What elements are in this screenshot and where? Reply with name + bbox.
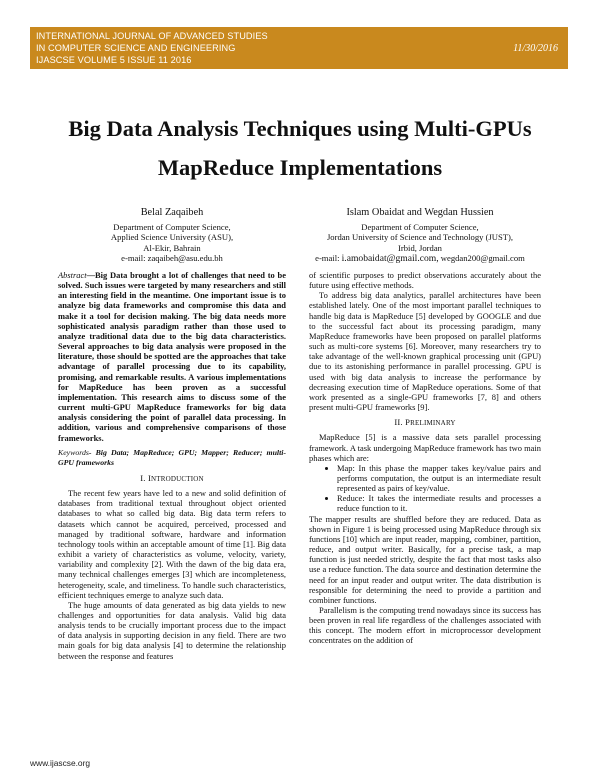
author-email-secondary: wegdan200@gmail.com	[438, 253, 525, 264]
journal-header-bar	[30, 27, 568, 69]
keywords-text: - Big Data; MapReduce; GPU; Mapper; Reducer; multi-GPU frameworks	[58, 447, 286, 467]
author-organization: Applied Science University (ASU),	[110, 232, 234, 243]
keywords-label: Keywords	[58, 447, 89, 457]
list-item-reduce: • Reduce: It takes the intermediate results and processes a reduce function to it.	[337, 493, 541, 513]
author-name: Belal Zaqaibeh	[140, 207, 204, 218]
author-department: Department of Computer Science,	[361, 221, 479, 232]
author-email-primary: i.amobaidat@gmail.com,	[341, 253, 439, 265]
author-location: Irbid, Jordan	[398, 242, 442, 253]
journal-name-line1: INTERNATIONAL JOURNAL OF ADVANCED STUDIES	[36, 31, 268, 41]
intro-paragraph-2: The huge amounts of data generated as big data yields to new challenges and opportunities for data analysis. Valid big data analysis tends to be crucially important process due to the impact of data analysis in supporting decision in any field. There are two main goals for big data analysis [4] to determine the relationship between the response and features	[58, 599, 286, 661]
body-paragraph: To address big data analytics, parallel architectures have been established lately. One of the most important parallel techniques to handle big data is MapReduce [5] developed by GOOGLE and due to the successful fact about its processing paradigm, many MapReduce frameworks have been proposed on parallel platforms such as multi-core systems [6]. Moreover, many researchers try to take advantage of the well-known graphical processing unit (GPU) due to its astonishing performance in parallel processing. GPU is used with big data analysis to increase the performance by decreasing execution time of MapReduce operations. Some of that work presented as a single-GPU frameworks [7, 8] and others present multi-GPU frameworks [9].	[309, 290, 541, 413]
paper-title-line1: Big Data Analysis Techniques using Multi-GPUs	[68, 116, 532, 141]
author-block-2	[300, 208, 540, 265]
list-item-map: • Map: In this phase the mapper takes key/value pairs and performs computation, the output is an intermediate result represented as pairs of key/value.	[337, 463, 541, 493]
author-email: e-mail: zaqaibeh@asu.edu.bh	[121, 253, 223, 264]
author-block-1	[82, 208, 262, 264]
abstract-label: Abstract	[58, 270, 87, 280]
keywords	[58, 448, 286, 468]
journal-name-line2: IN COMPUTER SCIENCE AND ENGINEERING	[36, 43, 236, 53]
author-location: Al-Ekir, Bahrain	[143, 242, 201, 253]
preliminary-intro: MapReduce [5] is a massive data sets parallel processing framework. A task undergoing MapReduce framework has two main phases which are:	[309, 432, 541, 463]
author-name: Islam Obaidat and Wegdan Hussien	[346, 207, 494, 218]
abstract-text: —Big Data brought a lot of challenges that need to be solved. Such issues were targeted by many researchers and still an interesting field in the meantime. One important issue is to analyze big data frameworks and compromise this data and make it a tool for decision making. The big data needs more sophisticated analysis paradigm rather than those used to analyze traditional data due to the big data characteristics. Several approaches to big data analysis were proposed in the literature, those should be spotted are the approaches that take advantage of parallel processing due to its capability, promising, and remarkable results. A various implementations for MapReduce has been proven as a successful implementation. This research aims to discuss some of the current multi-GPU MapReduce frameworks for big data analysis considering the point of parallel data processing. In addition, various and comprehensive comparisons of those frameworks.	[58, 270, 286, 443]
section-heading-preliminary: II. PRELIMINARY	[394, 417, 456, 428]
abstract	[58, 270, 286, 443]
author-department: Department of Computer Science,	[113, 221, 231, 232]
section-heading-introduction: I. INTRODUCTION	[140, 472, 204, 483]
author-email	[300, 253, 540, 265]
journal-volume: IJASCSE VOLUME 5 ISSUE 11 2016	[36, 55, 192, 65]
continued-paragraph: of scientific purposes to predict observations accurately about the future using effective methods.	[309, 270, 541, 291]
intro-paragraph-1: The recent few years have led to a new and solid definition of databases from traditional textual throughout object oriented databases to what so called big data. Big data term refers to datasets which cannot be acquired, perceived, processed and managed by traditional software, hardware and information technology tools within an acceptable amount of time [1]. Big data exhibit a variety of characteristics as volume, velocity, variety, variability and complexity [2]. With the dawn of the big data era, many technical challenges emerges [3] which are incompleteness, heterogeneity, scale, and timeliness. To handle such characteristics, efficient techniques emerge to analyze such data.	[58, 488, 286, 600]
author-email-label: e-mail:	[315, 253, 342, 264]
phase-list	[309, 463, 541, 514]
body-paragraph-mapreduce-functions: The mapper results are shuffled before they are reduced. Data as shown in Figure 1 is being processed using MapReduce through six functions [10] which are input reader, mapping, combiner, partition, reduce, and output writer. Basically, for a precise task, a map function is just needed strictly, despite the fact that most tasks also use a reduce function. The data source and destination determine the need for an input reader and output writer. The data distribution is responsible for determining the need to provide a partition and combiner functions.	[309, 513, 541, 605]
journal-name	[36, 30, 268, 66]
body-paragraph-parallelism: Parallelism is the computing trend nowadays since its success has been proven in real life regardless of the challenges associated with this concept. The modern effort in microprocessor development concentrates on the addition of	[309, 605, 541, 646]
right-column	[309, 270, 541, 646]
footer-url: www.ijascse.org	[30, 758, 91, 768]
publication-date: 11/30/2016	[513, 43, 558, 54]
paper-title-line2: MapReduce Implementations	[157, 155, 443, 180]
left-column	[58, 270, 286, 661]
author-organization: Jordan University of Science and Technology (JUST),	[326, 232, 514, 243]
